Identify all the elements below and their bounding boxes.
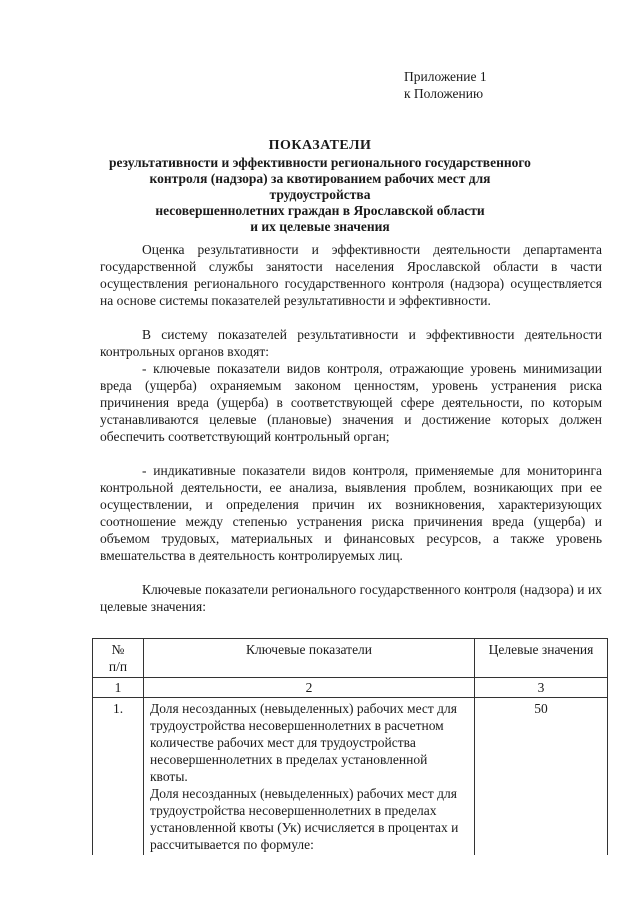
paragraph-key-indicators: - ключевые показатели видов контроля, отражающие уровень минимизации вреда (ущерба) охраняемым законом ценностям, уровень устранения риска причинения вреда (ущерба) в соответствующей сфере деятельности, по которым устанавливаются целевые (плановые) значения и достижение которых должен обеспечить соответствующий контрольный орган; [100,361,602,444]
paragraph-system: В систему показателей результативности и эффективности деятельности контрольных органов входят: [100,327,602,359]
row-indicator-text-b: Доля несозданных (невыделенных) рабочих мест для трудоустройства несовершеннолетних в пределах установленной квоты (Ук) исчисляется в процентах и рассчитывается по формуле: [150,786,459,852]
table-row [93,698,608,856]
title-line-1: результативности и эффективности регионального государственного [109,155,531,170]
column-number-2: 2 [144,678,475,698]
title-main: ПОКАЗАТЕЛИ [268,138,372,153]
appendix-line-2: к Положению [404,86,484,101]
header-target-values: Целевые значения [475,639,608,678]
appendix-line-1: Приложение 1 [404,69,487,84]
indicators-table [92,638,608,855]
header-number-symbol: № [111,642,125,657]
paragraph-intro: Оценка результативности и эффективности деятельности департамента государственной службы занятости населения Ярославской области в части осуществления регионального государственного контроля (надзора) осуществляется на основе системы показателей результативности и эффективности. [100,242,602,308]
row-indicator-text-a: Доля несозданных (невыделенных) рабочих мест для трудоустройства несовершеннолетних в расчетном количестве рабочих мест для трудоустройства несовершеннолетних в пределах установленной квоты. [150,701,457,784]
header-indicators: Ключевые показатели [144,639,475,678]
column-number-3: 3 [475,678,608,698]
title-line-4: и их целевые значения [250,219,390,234]
appendix-note [404,68,487,102]
table-header-row [93,639,608,678]
header-number [93,639,144,678]
paragraph-table-intro: Ключевые показатели регионального государственного контроля (надзора) и их целевые значения: [100,582,602,614]
column-number-1: 1 [93,678,144,698]
header-number-label: п/п [108,659,128,674]
title-line-2: контроля (надзора) за квотированием рабочих мест для трудоустройства [149,171,491,202]
title-line-3: несовершеннолетних граждан в Ярославской области [155,203,485,218]
document-title [100,138,540,235]
row-number: 1. [93,698,144,856]
row-target-value: 50 [475,698,608,856]
paragraph-indicative-indicators: - индикативные показатели видов контроля, применяемые для мониторинга контрольной деятельности, ее анализа, выявления проблем, возникающих при ее осуществлении, и определения причин их возникновения, характеризующих соотношение между степенью устранения риска причинения вреда (ущерба) и объемом трудовых, материальных и финансовых ресурсов, а также уровень вмешательства в деятельность контролируемых лиц. [100,463,602,563]
row-indicator [144,698,475,856]
table-numbering-row [93,678,608,698]
